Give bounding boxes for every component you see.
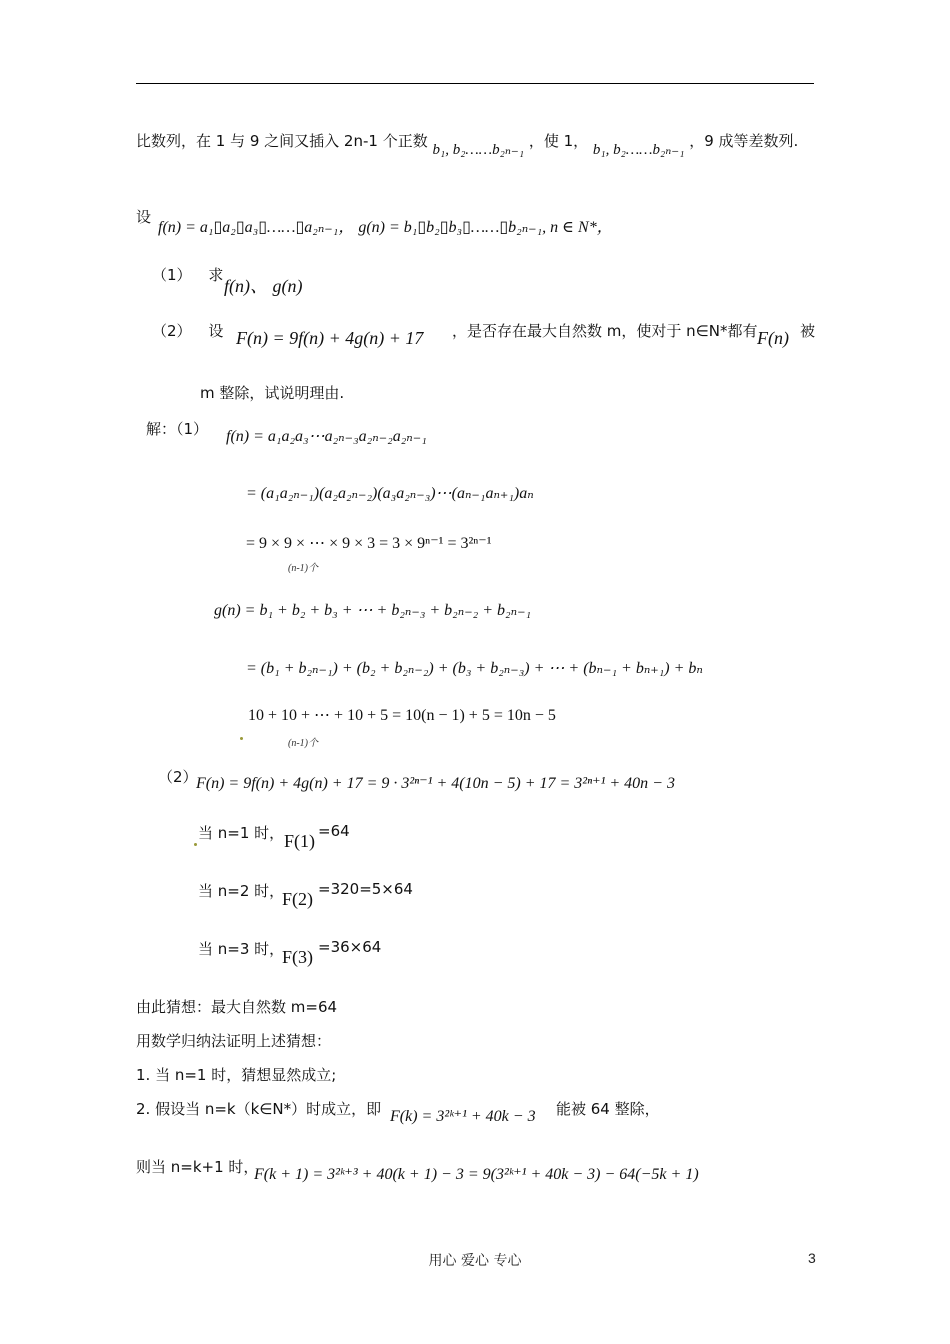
p1-sequence: b₁, b₂……b₂ₙ₋₁	[432, 142, 525, 158]
case-1-F	[284, 831, 315, 852]
case1-label: 当 n=1 时，	[198, 824, 285, 842]
eq6-text: 10 + 10 + ⋯ + 10 + 5 = 10(n − 1) + 5 = 10n − 5	[248, 707, 556, 724]
step3-math-text: F(k + 1) = 3²ᵏ⁺³ + 40(k + 1) − 3 = 9(3²ᵏ⁺¹ + 40k − 3) − 64(−5k + 1)	[254, 1166, 699, 1183]
case3-label: 当 n=3 时，	[198, 940, 285, 958]
case2-value-text: =320=5×64	[318, 880, 413, 898]
q2-tail	[800, 320, 815, 341]
q1-math	[224, 272, 302, 298]
case-2-value	[318, 880, 413, 898]
eq-1	[226, 426, 427, 446]
dot-marker-2	[194, 832, 197, 850]
eq-2	[246, 483, 534, 503]
eq-6-note	[288, 734, 318, 749]
p1-text-a: 比数列，在 1 与 9 之间又插入 2n-1 个正数	[136, 132, 428, 150]
eq3-note-text: (n-1)个	[288, 563, 318, 574]
step2-text-a: 2. 假设当 n=k（k∈N*）时成立，即	[136, 1100, 382, 1118]
case-2-F	[282, 889, 313, 910]
case-1-value	[318, 822, 350, 840]
induction-text: 用数学归纳法证明上述猜想：	[136, 1032, 332, 1050]
q2-tail-text: 被	[800, 322, 816, 340]
q1-text: 求	[208, 266, 224, 284]
step3-text-a: 则当 n=k+1 时，	[136, 1158, 259, 1176]
case-2	[198, 880, 284, 901]
sol-label-text: 解：（1）	[146, 420, 209, 438]
question-2	[152, 320, 223, 341]
page-number	[808, 1250, 816, 1266]
def-prefix: 设	[136, 208, 152, 226]
eq1-text: f(n) = a₁a₂a₃⋯a₂ₙ₋₃a₂ₙ₋₂a₂ₙ₋₁	[226, 428, 427, 445]
eq-6	[248, 705, 556, 725]
solution-label	[146, 418, 208, 439]
case-3-value	[318, 938, 381, 956]
case2-F-text: F(2)	[282, 889, 313, 909]
eq-4	[214, 600, 531, 620]
eq4-text: g(n) = b₁ + b₂ + b₃ + ⋯ + b₂ₙ₋₃ + b₂ₙ₋₂ + b₂ₙ₋₁	[214, 602, 532, 619]
step-2-tail	[556, 1098, 660, 1119]
case-1	[198, 822, 284, 843]
q2-F	[757, 328, 789, 349]
eq-5	[246, 658, 703, 678]
part-2-label	[158, 766, 198, 787]
step-2-math	[390, 1106, 536, 1126]
case-3	[198, 938, 284, 959]
step-3	[136, 1156, 258, 1177]
eq6-note-text: (n-1)个	[288, 738, 318, 749]
def-f: f(n) = a₁▯a₂▯a₃▯……▯a₂ₙ₋₁	[158, 219, 339, 236]
eq5-text: = (b₁ + b₂ₙ₋₁) + (b₂ + b₂ₙ₋₂) + (b₃ + b₂ₙ₋₃) + ⋯ + (bₙ₋₁ + bₙ₊₁) + bₙ	[246, 660, 703, 677]
step-2	[136, 1098, 381, 1119]
case-3-F	[282, 947, 313, 968]
q2-number: （2）	[152, 322, 192, 340]
q2-rest-text: ，是否存在最大自然数 m，使对于 n∈N*都有	[452, 322, 758, 340]
eq-3	[246, 533, 492, 553]
case3-F-text: F(3)	[282, 947, 313, 967]
step1-text: 1. 当 n=1 时，猜想显然成立;	[136, 1066, 337, 1084]
q1-math-text: f(n)、 g(n)	[224, 276, 303, 296]
induction-line	[136, 1030, 331, 1051]
p1-text-c: ，9 成等差数列.	[689, 132, 799, 150]
definition-line	[136, 206, 151, 227]
p1-sequence-2: b₁, b₂……b₂ₙ₋₁	[592, 142, 685, 158]
q2-cont-text: m 整除，试说明理由.	[200, 384, 345, 402]
part2-label-text: （2）	[158, 768, 198, 786]
step2-text-b: 能被 64 整除，	[556, 1100, 660, 1118]
step2-math-text: F(k) = 3²ᵏ⁺¹ + 40k − 3	[390, 1108, 536, 1125]
guess-text: 由此猜想：最大自然数 m=64	[136, 998, 338, 1016]
eq-7	[196, 773, 675, 793]
eq3-text: = 9 × 9 × ⋯ × 9 × 3 = 3 × 9ⁿ⁻¹ = 3²ⁿ⁻¹	[246, 535, 492, 552]
q2-F-text: F(n)	[757, 328, 789, 348]
footer-text: 用心 爱心 专心	[428, 1253, 522, 1269]
eq7-text: F(n) = 9f(n) + 4g(n) + 17 = 9 · 3²ⁿ⁻¹ + 4(10n − 5) + 17 = 3²ⁿ⁺¹ + 40n − 3	[196, 775, 675, 792]
def-g: ， g(n) = b₁▯b₂▯b₃▯……▯b₂ₙ₋₁, n ∈ N*，	[338, 219, 613, 236]
step-3-math	[254, 1164, 699, 1184]
guess-line	[136, 996, 337, 1017]
q2-text: 设	[208, 322, 224, 340]
q2-rest	[452, 320, 757, 341]
q2-math	[236, 328, 423, 349]
case3-value-text: =36×64	[318, 938, 382, 956]
step-1	[136, 1064, 336, 1085]
q2-math-text: F(n) = 9f(n) + 4g(n) + 17	[236, 328, 424, 348]
eq-3-note	[288, 559, 318, 574]
header-rule	[136, 83, 814, 84]
q2-continuation	[200, 382, 344, 403]
page-number-text: 3	[808, 1250, 816, 1266]
case1-value-text: =64	[318, 822, 350, 840]
question-1	[152, 264, 223, 285]
case1-F-text: F(1)	[284, 831, 315, 851]
definition-math	[158, 214, 613, 237]
dot-marker-1	[240, 726, 243, 744]
eq2-text: = (a₁a₂ₙ₋₁)(a₂a₂ₙ₋₂)(a₃a₂ₙ₋₃)⋯(aₙ₋₁aₙ₊₁)aₙ	[246, 485, 534, 502]
q1-number: （1）	[152, 266, 192, 284]
paragraph-1	[136, 130, 798, 159]
p1-text-b: ，使 1，	[528, 132, 589, 150]
case2-label: 当 n=2 时，	[198, 882, 285, 900]
